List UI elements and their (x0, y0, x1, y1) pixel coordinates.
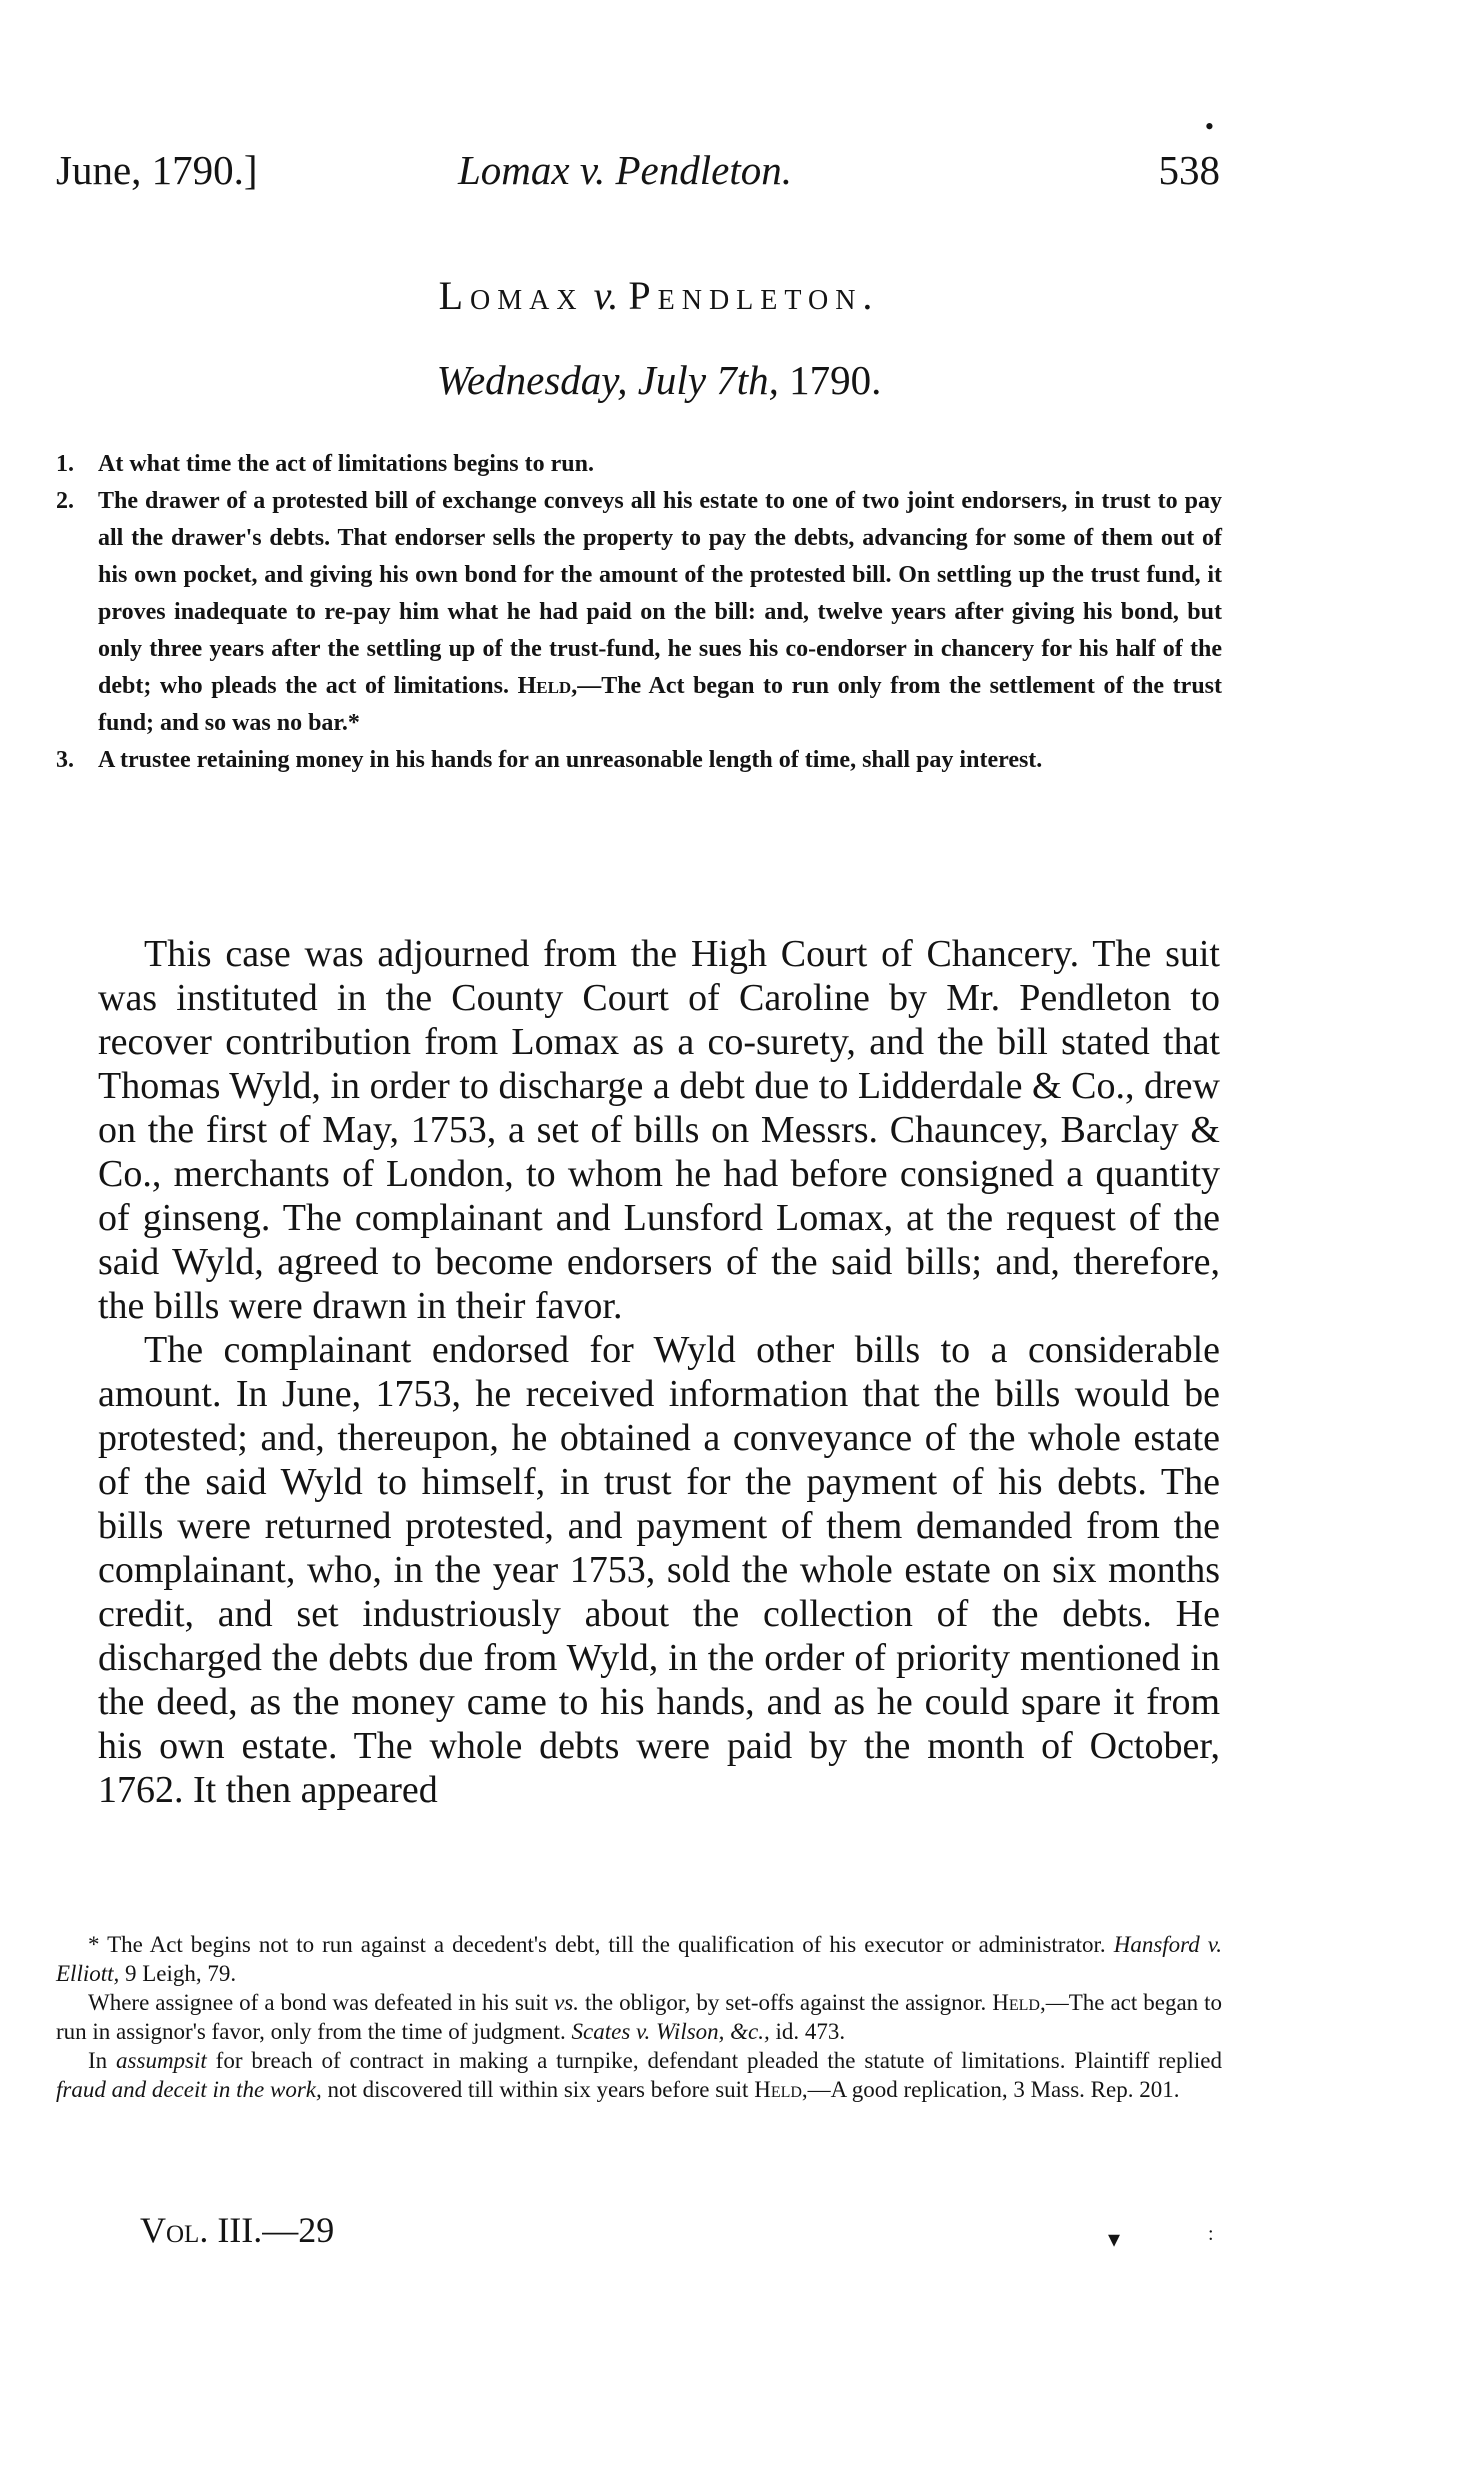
footnote-text: —A good replication, 3 Mass. Rep. 201. (807, 2077, 1180, 2102)
footnote-text: not discovered till within six years before suit (327, 2077, 749, 2102)
case-plaintiff: Lomax (438, 273, 584, 318)
footnote-text: the obligor, by set-offs against the assignor. (585, 1990, 987, 2015)
case-versus: v. (593, 273, 619, 318)
headnote-number: 3. (56, 747, 74, 773)
headnote-text: A trustee retaining money in his hands for an unreasonable length of time, shall pay interest. (98, 747, 1043, 773)
header-case-name: Lomax v. Pendleton. (458, 147, 792, 193)
case-defendant: Pendleton. (628, 273, 880, 318)
page-number: 538 (1158, 147, 1220, 193)
running-header (56, 112, 1220, 200)
footnote-assumpsit: assumpsit (116, 2048, 207, 2073)
headnote-held: Held, (517, 673, 578, 699)
footnotes (56, 1930, 1222, 2104)
headnotes (56, 446, 1222, 779)
footnote-citation: Hansford v. Elliott, (56, 1932, 1223, 1986)
case-date-year: 1790. (789, 357, 882, 403)
case-date-day: Wednesday, July 7th, (436, 357, 779, 403)
header-date: June, 1790.] (56, 147, 258, 193)
volume-signature: Vol. III.—29 (140, 2210, 335, 2250)
case-title (98, 270, 1220, 322)
footnote (56, 2046, 1222, 2104)
headnote-number: 2. (56, 488, 74, 514)
margin-mark: • (1204, 112, 1214, 141)
headnote (56, 742, 1222, 779)
document-page (56, 0, 1223, 2490)
footnote-text: * The Act begins not to run against a decedent's debt, till the qualification of his executor or administrator. (88, 1932, 1106, 1957)
headnote (56, 483, 1222, 742)
opinion-body (98, 932, 1220, 1812)
footnote-text: In (88, 2048, 108, 2073)
footnote-fraud: fraud and deceit in the work, (56, 2077, 322, 2102)
footnote-versus: vs. (554, 1990, 579, 2015)
footnote (56, 1930, 1222, 1988)
headnote-held-text: —The Act began to run only from the settlement of the trust fund; and so was no bar.* (98, 673, 1222, 736)
footnote-text: —The act began to run in assignor's favor, only from the time of judgment. (56, 1990, 1223, 2044)
footnote-text: for breach of contract in making a turnpike, defendant pleaded the statute of limitations. Plaintiff replied (215, 2048, 1223, 2073)
footnote-held: Held, (754, 2077, 808, 2102)
case-date (98, 352, 1220, 408)
headnote-text: The drawer of a protested bill of exchange conveys all his estate to one of two joint endorsers, in trust to pay all the drawer's debts. That endorser sells the property to pay the debts, advancing for some of them out of his own pocket, and giving his own bond for the amount of the protested bill. On settling up the trust fund, it proves inadequate to re-pay him what he had paid on the bill: and, twelve years after giving his bond, but only three years after the settling up of the trust-fund, he sues his co-endorser in chancery for his half of the debt; who pleads the act of limitations. (98, 488, 1222, 699)
footnote-text: 9 Leigh, 79. (125, 1961, 237, 1986)
headnote (56, 446, 1222, 483)
footnote-text: Where assignee of a bond was defeated in his suit (88, 1990, 549, 2015)
body-paragraph: This case was adjourned from the High Court of Chancery. The suit was instituted in the County Court of Caroline by Mr. Pendleton to recover contribution from Lomax as a co-surety, and the bill stated that Thomas Wyld, in order to discharge a debt due to Lidderdale & Co., drew on the first of May, 1753, a set of bills on Messrs. Chauncey, Barclay & Co., merchants of London, to whom he had before consigned a quantity of ginseng. The complainant and Lunsford Lomax, at the request of the said Wyld, agreed to become endorsers of the said bills; and, therefore, the bills were drawn in their favor. (98, 933, 1220, 1327)
body-paragraph: The complainant endorsed for Wyld other bills to a considerable amount. In June, 1753, he received information that the bills would be protested; and, thereupon, he obtained a conveyance of the whole estate of the said Wyld to himself, in trust for the payment of his debts. The bills were returned protested, and payment of them demanded from the complainant, who, in the year 1753, sold the whole estate on six months credit, and set industriously about the collection of the debts. He discharged the debts due from Wyld, in the order of priority mentioned in the deed, as the money came to his hands, and as he could spare it from his own estate. The whole debts were paid by the month of October, 1762. It then appeared (98, 1329, 1220, 1811)
stray-mark: : (1208, 2223, 1214, 2245)
footnote (56, 1988, 1222, 2046)
footnote-held: Held, (992, 1990, 1046, 2015)
headnote-text: At what time the act of limitations begins to run. (98, 451, 594, 477)
footnote-citation: Scates v. Wilson, &c., (571, 2019, 770, 2044)
footnote-text: id. 473. (775, 2019, 846, 2044)
headnote-number: 1. (56, 451, 74, 477)
stray-mark: ▾ (1108, 2227, 1121, 2253)
